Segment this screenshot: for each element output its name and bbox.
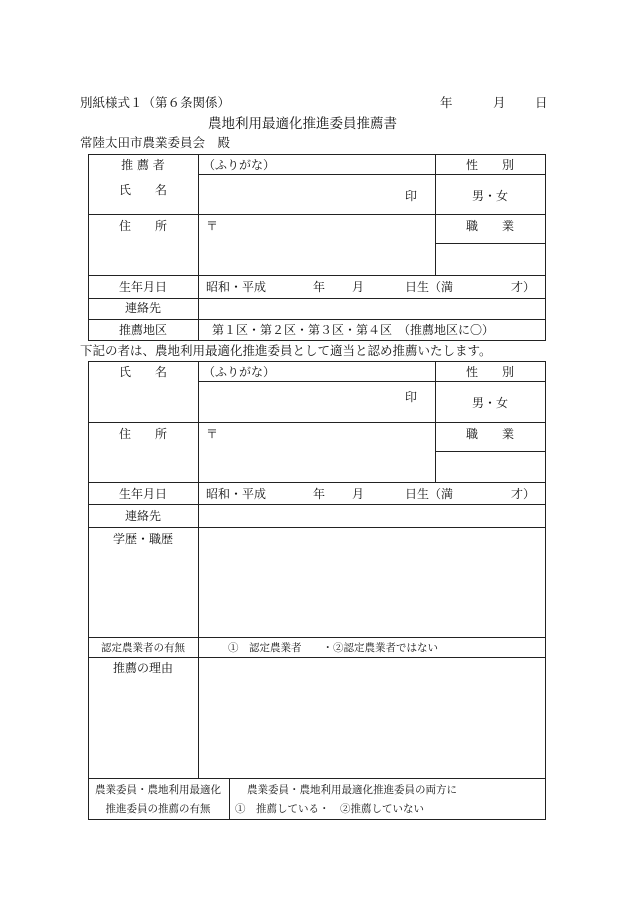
candidate-certified-choice[interactable]: ① 認定農業者 ・②認定農業者ではない (228, 642, 438, 654)
candidate-contact-label: 連絡先 (124, 509, 162, 523)
recommender-furigana-field[interactable]: （ふりがな） (203, 158, 276, 172)
candidate-reason-label: 推薦の理由 (112, 661, 174, 675)
candidate-reason-field[interactable] (199, 658, 545, 777)
candidate-name-label: 氏 名 (118, 365, 168, 379)
candidate-occupation-label: 職 業 (465, 427, 515, 441)
addressee: 常陸太田市農業委員会 殿 (80, 135, 231, 150)
recommender-role-label: 推 薦 者 (121, 158, 165, 172)
recommender-address-field[interactable]: 〒 (206, 219, 219, 233)
candidate-year-unit: 年 (313, 487, 326, 501)
candidate-gender-choice[interactable]: 男・女 (471, 396, 509, 410)
candidate-age-close: 才） (511, 487, 536, 501)
date-month-label: 月 (493, 95, 506, 110)
recommendation-statement: 下記の者は、農地利用最適化推進委員として適当と認め推薦いたします。 (80, 343, 492, 358)
date-year-label: 年 (440, 95, 453, 110)
candidate-day-age-label: 日生（満 (405, 487, 454, 501)
candidate-occupation-field[interactable] (436, 452, 545, 481)
form-number: 別紙様式１（第６条関係） (80, 95, 231, 110)
recommender-age-close: 才） (511, 280, 536, 294)
recommender-seal-mark: 印 (405, 189, 418, 203)
recommender-month-unit: 月 (352, 280, 365, 294)
recommender-name-label: 氏 名 (118, 183, 168, 197)
candidate-era-choice[interactable]: 昭和・平成 (206, 487, 267, 501)
recommender-day-age-label: 日生（満 (405, 280, 454, 294)
candidate-career-field[interactable] (199, 528, 545, 636)
dual-recommendation-label-line1: 農業委員・農地利用最適化 (95, 784, 221, 796)
recommender-birthdate-label: 生年月日 (118, 280, 168, 294)
candidate-address-label: 住 所 (118, 427, 168, 441)
candidate-gender-label: 性 別 (465, 365, 515, 379)
recommender-year-unit: 年 (313, 280, 326, 294)
recommender-era-choice[interactable]: 昭和・平成 (206, 280, 267, 294)
candidate-career-label: 学歴・職歴 (112, 532, 174, 546)
recommender-contact-label: 連絡先 (124, 301, 162, 315)
date-day-label: 日 (535, 95, 548, 110)
recommender-district-label: 推薦地区 (118, 323, 168, 337)
candidate-address-field[interactable]: 〒 (206, 427, 219, 441)
recommender-contact-field[interactable] (199, 299, 545, 318)
candidate-furigana-field[interactable]: （ふりがな） (203, 365, 276, 379)
recommender-district-choice[interactable]: 第１区・第２区・第３区・第４区 （推薦地区に〇） (212, 323, 495, 337)
recommender-occupation-field[interactable] (436, 244, 545, 274)
dual-recommendation-label-line2: 推進委員の推薦の有無 (105, 803, 211, 815)
candidate-certified-label: 認定農業者の有無 (101, 642, 185, 654)
candidate-month-unit: 月 (352, 487, 365, 501)
recommender-gender-choice[interactable]: 男・女 (471, 189, 509, 203)
recommender-gender-label: 性 別 (465, 158, 515, 172)
dual-recommendation-question: 農業委員・農地利用最適化推進委員の両方に (247, 784, 457, 796)
document-title: 農地利用最適化推進委員推薦書 (208, 116, 397, 132)
recommender-address-label: 住 所 (118, 219, 168, 233)
candidate-birthdate-label: 生年月日 (118, 487, 168, 501)
recommender-occupation-label: 職 業 (465, 219, 515, 233)
candidate-contact-field[interactable] (199, 505, 545, 526)
dual-recommendation-choice[interactable]: ① 推薦している・ ②推薦していない (235, 803, 424, 815)
candidate-seal-mark: 印 (405, 390, 418, 404)
